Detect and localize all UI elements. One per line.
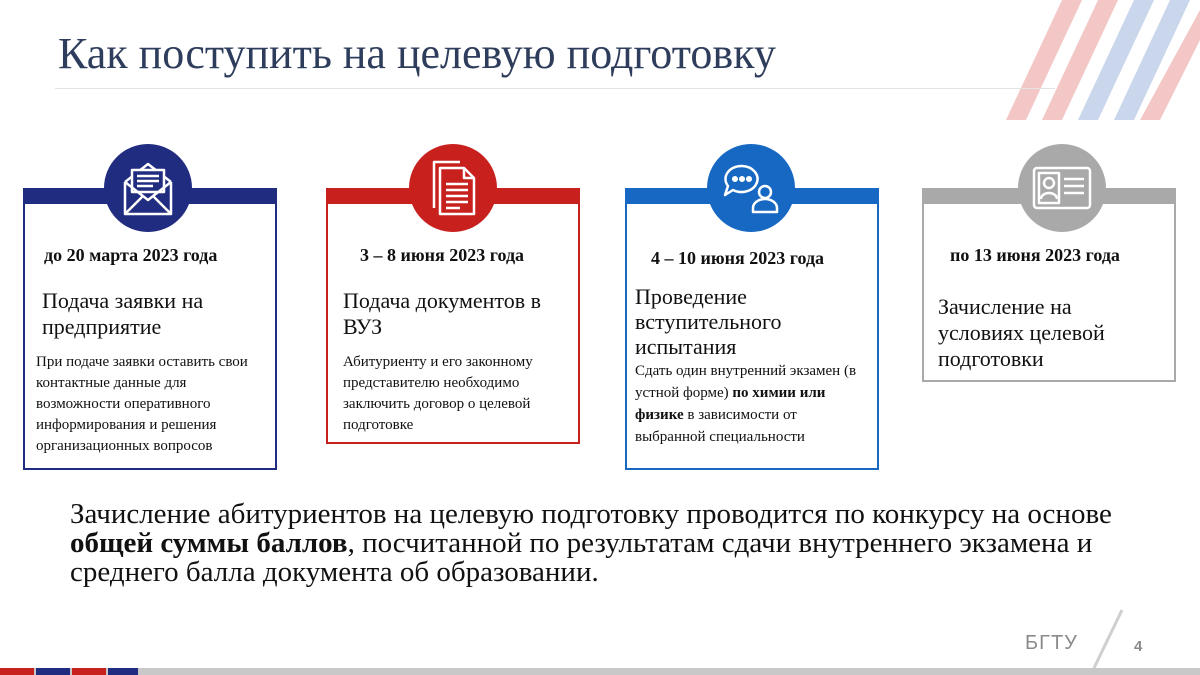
footer-bar (0, 668, 1200, 675)
step-3-desc-after: в зависимости от выбранной специальности (635, 407, 805, 445)
footer-stripe-red (0, 668, 34, 675)
enrollment-note-bold: общей суммы баллов (70, 527, 348, 559)
page-number: 4 (1134, 638, 1143, 655)
page-title: Как поступить на целевую подготовку (58, 29, 776, 78)
footer-slash (1088, 608, 1128, 670)
step-3-date: 4 – 10 июня 2023 года (651, 248, 825, 268)
step-3-desc-bold: по химии или физике (635, 385, 826, 423)
step-2-icon-circle (409, 144, 497, 232)
enrollment-note (70, 500, 1130, 587)
step-1-description: При подаче заявки оставить свои контактные данные для возможности оперативного информирования и решения организационных вопросов (36, 354, 248, 454)
document-icon (428, 158, 478, 218)
step-3-description (635, 360, 871, 448)
chat-person-icon (720, 158, 782, 218)
id-card-icon (1031, 165, 1093, 211)
title-divider (55, 88, 1055, 89)
step-4-date: по 13 июня 2023 года (950, 245, 1120, 265)
step-2-date: 3 – 8 июня 2023 года (360, 245, 525, 265)
footer-stripe-blue-2 (108, 668, 138, 675)
step-1-icon-circle (104, 144, 192, 232)
step-3-heading: Проведение вступительного испытания (635, 284, 782, 359)
decorative-stripes (1000, 0, 1200, 150)
footer-brand: БГТУ (1025, 632, 1078, 654)
step-2-heading: Подача документов в ВУЗ (343, 288, 541, 339)
enrollment-note-before: Зачисление абитуриентов на целевую подготовку проводится по конкурсу на основе (70, 498, 1112, 530)
step-1-date: до 20 марта 2023 года (44, 245, 218, 265)
enrollment-note-after: , посчитанной по результатам сдачи внутреннего экзамена и среднего балла документа об образовании. (70, 527, 1093, 588)
envelope-icon (117, 158, 179, 218)
step-4-icon-circle (1018, 144, 1106, 232)
step-3-icon-circle (707, 144, 795, 232)
footer-stripe-blue (36, 668, 70, 675)
footer-stripe-red-2 (72, 668, 106, 675)
step-1-heading: Подача заявки на предприятие (42, 288, 204, 339)
step-2-description: Абитуриенту и его законному представителю необходимо заключить договор о целевой подготовке (343, 354, 533, 433)
step-3-desc-before: Сдать один внутренний экзамен (в устной форме) (635, 363, 857, 401)
step-4-heading: Зачисление на условиях целевой подготовки (938, 294, 1105, 371)
